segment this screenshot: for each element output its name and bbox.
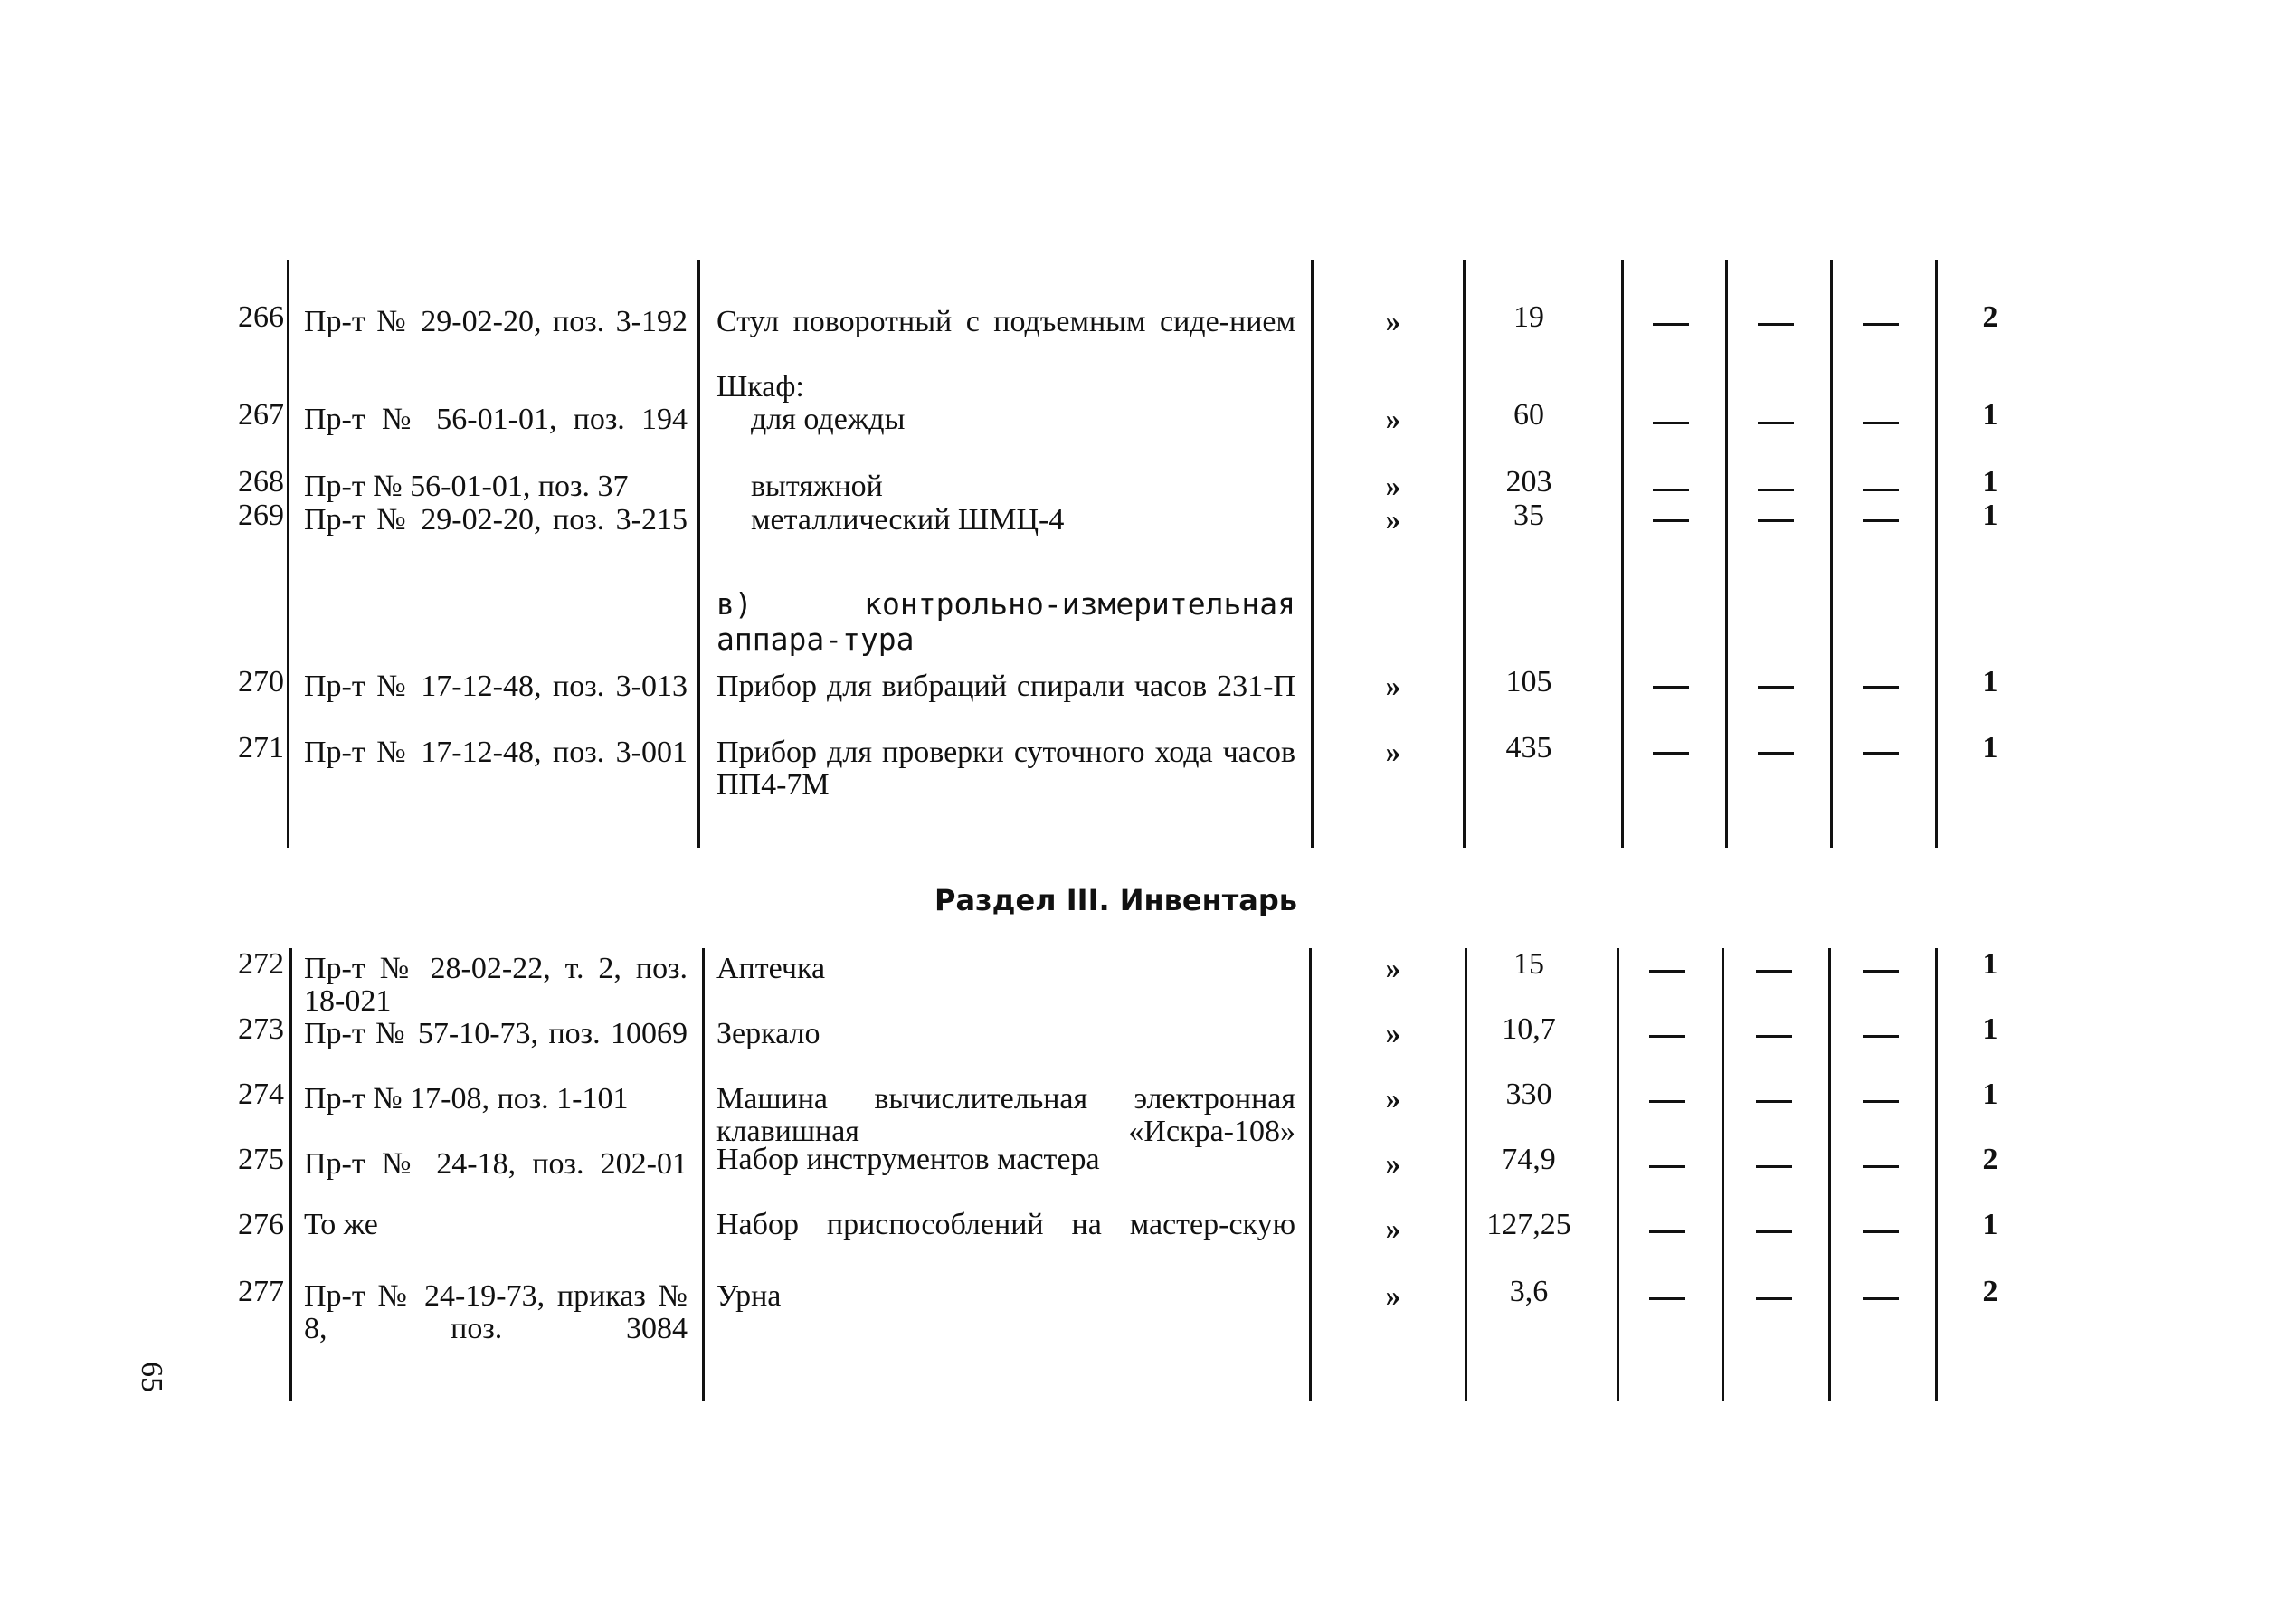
row-name: Урна: [716, 1279, 782, 1313]
row-qty: 1: [1982, 499, 1998, 532]
row-name: Прибор для вибраций спирали часов 231-П: [716, 670, 1295, 703]
lower-rule-7: [1828, 948, 1831, 1401]
page-number: 65: [135, 1362, 168, 1392]
lower-rule-1: [289, 948, 292, 1401]
row-dash: [1863, 686, 1899, 689]
row-dash: [1863, 323, 1899, 326]
row-price: 35: [1513, 499, 1544, 532]
row-dash: [1863, 1230, 1899, 1233]
row-dash: [1653, 752, 1689, 755]
lower-rule-5: [1617, 948, 1619, 1401]
upper-rule-2: [697, 260, 700, 848]
row-price: 19: [1513, 300, 1544, 334]
row-dash: [1649, 970, 1685, 973]
row-number: 272: [238, 947, 284, 981]
upper-rule-6: [1725, 260, 1728, 848]
row-number: 277: [238, 1275, 284, 1308]
row-dash: [1756, 1100, 1792, 1103]
lower-rule-3: [1309, 948, 1312, 1401]
upper-rule-8: [1935, 260, 1938, 848]
row-number: 275: [238, 1143, 284, 1176]
row-unit: »: [1385, 1279, 1401, 1313]
row-number: 266: [238, 300, 284, 334]
row-qty: 1: [1982, 947, 1998, 981]
row-number: 267: [238, 398, 284, 432]
row-dash: [1863, 1100, 1899, 1103]
row-dash: [1863, 422, 1899, 424]
row-dash: [1653, 489, 1689, 491]
row-name: Стул поворотный с подъемным сиде-нием: [716, 305, 1295, 338]
row-qty: 1: [1982, 465, 1998, 499]
row-unit: »: [1385, 470, 1401, 503]
row-price: 203: [1505, 465, 1552, 499]
row-price: 127,25: [1486, 1208, 1571, 1241]
row-unit: »: [1385, 1017, 1401, 1050]
lower-rule-8: [1935, 948, 1938, 1401]
row-qty: 2: [1982, 1275, 1998, 1308]
row-name: металлический ШМЦ-4: [751, 503, 1065, 537]
row-dash: [1653, 323, 1689, 326]
row-source: Пр-т № 17-12-48, поз. 3-001: [304, 736, 688, 769]
row-qty: 1: [1982, 665, 1998, 698]
row-price: 10,7: [1502, 1012, 1556, 1046]
row-unit: »: [1385, 305, 1401, 338]
row-source: Пр-т № 57-10-73, поз. 10069: [304, 1017, 688, 1050]
row-price: 15: [1513, 947, 1544, 981]
row-dash: [1863, 1035, 1899, 1038]
row-dash: [1863, 1165, 1899, 1168]
row-source: Пр-т № 24-19-73, приказ № 8, поз. 3084: [304, 1279, 688, 1345]
row-name: для одежды: [751, 403, 906, 436]
row-dash: [1863, 519, 1899, 522]
row-dash: [1653, 519, 1689, 522]
subheading: в) контрольно-измерительная аппара-тура: [716, 586, 1295, 657]
row-dash: [1758, 323, 1794, 326]
row-dash: [1863, 970, 1899, 973]
row-unit: »: [1385, 952, 1401, 985]
row-price: 60: [1513, 398, 1544, 432]
row-source: Пр-т № 17-12-48, поз. 3-013: [304, 670, 688, 703]
row-price: 3,6: [1509, 1275, 1549, 1308]
row-dash: [1653, 422, 1689, 424]
row-unit: »: [1385, 736, 1401, 769]
row-dash: [1756, 1165, 1792, 1168]
row-dash: [1758, 422, 1794, 424]
row-price: 74,9: [1502, 1143, 1556, 1176]
row-source: Пр-т № 29-02-20, поз. 3-192: [304, 305, 688, 338]
lower-rule-2: [702, 948, 705, 1401]
row-unit: »: [1385, 503, 1401, 537]
row-number: 270: [238, 665, 284, 698]
row-dash: [1758, 752, 1794, 755]
row-number: 269: [238, 499, 284, 532]
row-unit: »: [1385, 1147, 1401, 1181]
row-name: Прибор для проверки суточного хода часов ПП4-7М: [716, 736, 1295, 802]
row-name: вытяжной: [751, 470, 883, 503]
row-qty: 2: [1982, 300, 1998, 334]
row-dash: [1756, 1035, 1792, 1038]
row-name: Машина вычислительная электронная клавишная «Искра-108»: [716, 1082, 1295, 1148]
row-source: Пр-т № 17-08, поз. 1-101: [304, 1082, 629, 1116]
row-source: Пр-т № 29-02-20, поз. 3-215: [304, 503, 688, 537]
row-dash: [1758, 519, 1794, 522]
row-number: 273: [238, 1012, 284, 1046]
row-qty: 1: [1982, 398, 1998, 432]
row-dash: [1649, 1035, 1685, 1038]
row-dash: [1649, 1297, 1685, 1300]
row-source: Пр-т № 56-01-01, поз. 37: [304, 470, 629, 503]
row-dash: [1756, 1297, 1792, 1300]
row-name: Набор инструментов мастера: [716, 1143, 1100, 1176]
row-name: Зеркало: [716, 1017, 820, 1050]
row-dash: [1649, 1230, 1685, 1233]
row-number: 276: [238, 1208, 284, 1241]
row-dash: [1653, 686, 1689, 689]
row-source: Пр-т № 24-18, поз. 202-01: [304, 1147, 688, 1181]
row-price: 330: [1505, 1078, 1552, 1111]
upper-rule-3: [1311, 260, 1314, 848]
row-price: 105: [1505, 665, 1552, 698]
row-qty: 1: [1982, 731, 1998, 765]
row-dash: [1649, 1100, 1685, 1103]
upper-rule-1: [287, 260, 289, 848]
row-dash: [1756, 1230, 1792, 1233]
row-dash: [1863, 489, 1899, 491]
row-number: 274: [238, 1078, 284, 1111]
row-qty: 2: [1982, 1143, 1998, 1176]
lower-rule-6: [1722, 948, 1724, 1401]
row-dash: [1649, 1165, 1685, 1168]
row-source: Пр-т № 28-02-22, т. 2, поз. 18-021: [304, 952, 688, 1018]
row-name: Аптечка: [716, 952, 826, 985]
row-name: Набор приспособлений на мастер-скую: [716, 1208, 1295, 1241]
row-dash: [1758, 489, 1794, 491]
row-qty: 1: [1982, 1208, 1998, 1241]
row-dash: [1863, 752, 1899, 755]
section-title: Раздел III. Инвентарь: [934, 883, 1297, 917]
row-number: 271: [238, 731, 284, 765]
row-number: 268: [238, 465, 284, 499]
row-source: То же: [304, 1208, 378, 1241]
row-price: 435: [1505, 731, 1552, 765]
row-qty: 1: [1982, 1078, 1998, 1111]
row-qty: 1: [1982, 1012, 1998, 1046]
row-unit: »: [1385, 1082, 1401, 1116]
row-unit: »: [1385, 403, 1401, 436]
upper-rule-7: [1830, 260, 1833, 848]
row-dash: [1758, 686, 1794, 689]
upper-rule-5: [1621, 260, 1624, 848]
row-source: Пр-т № 56-01-01, поз. 194: [304, 403, 688, 436]
row-dash: [1863, 1297, 1899, 1300]
row-unit: »: [1385, 1212, 1401, 1246]
row-name: Шкаф:: [716, 370, 804, 404]
row-unit: »: [1385, 670, 1401, 703]
row-dash: [1756, 970, 1792, 973]
